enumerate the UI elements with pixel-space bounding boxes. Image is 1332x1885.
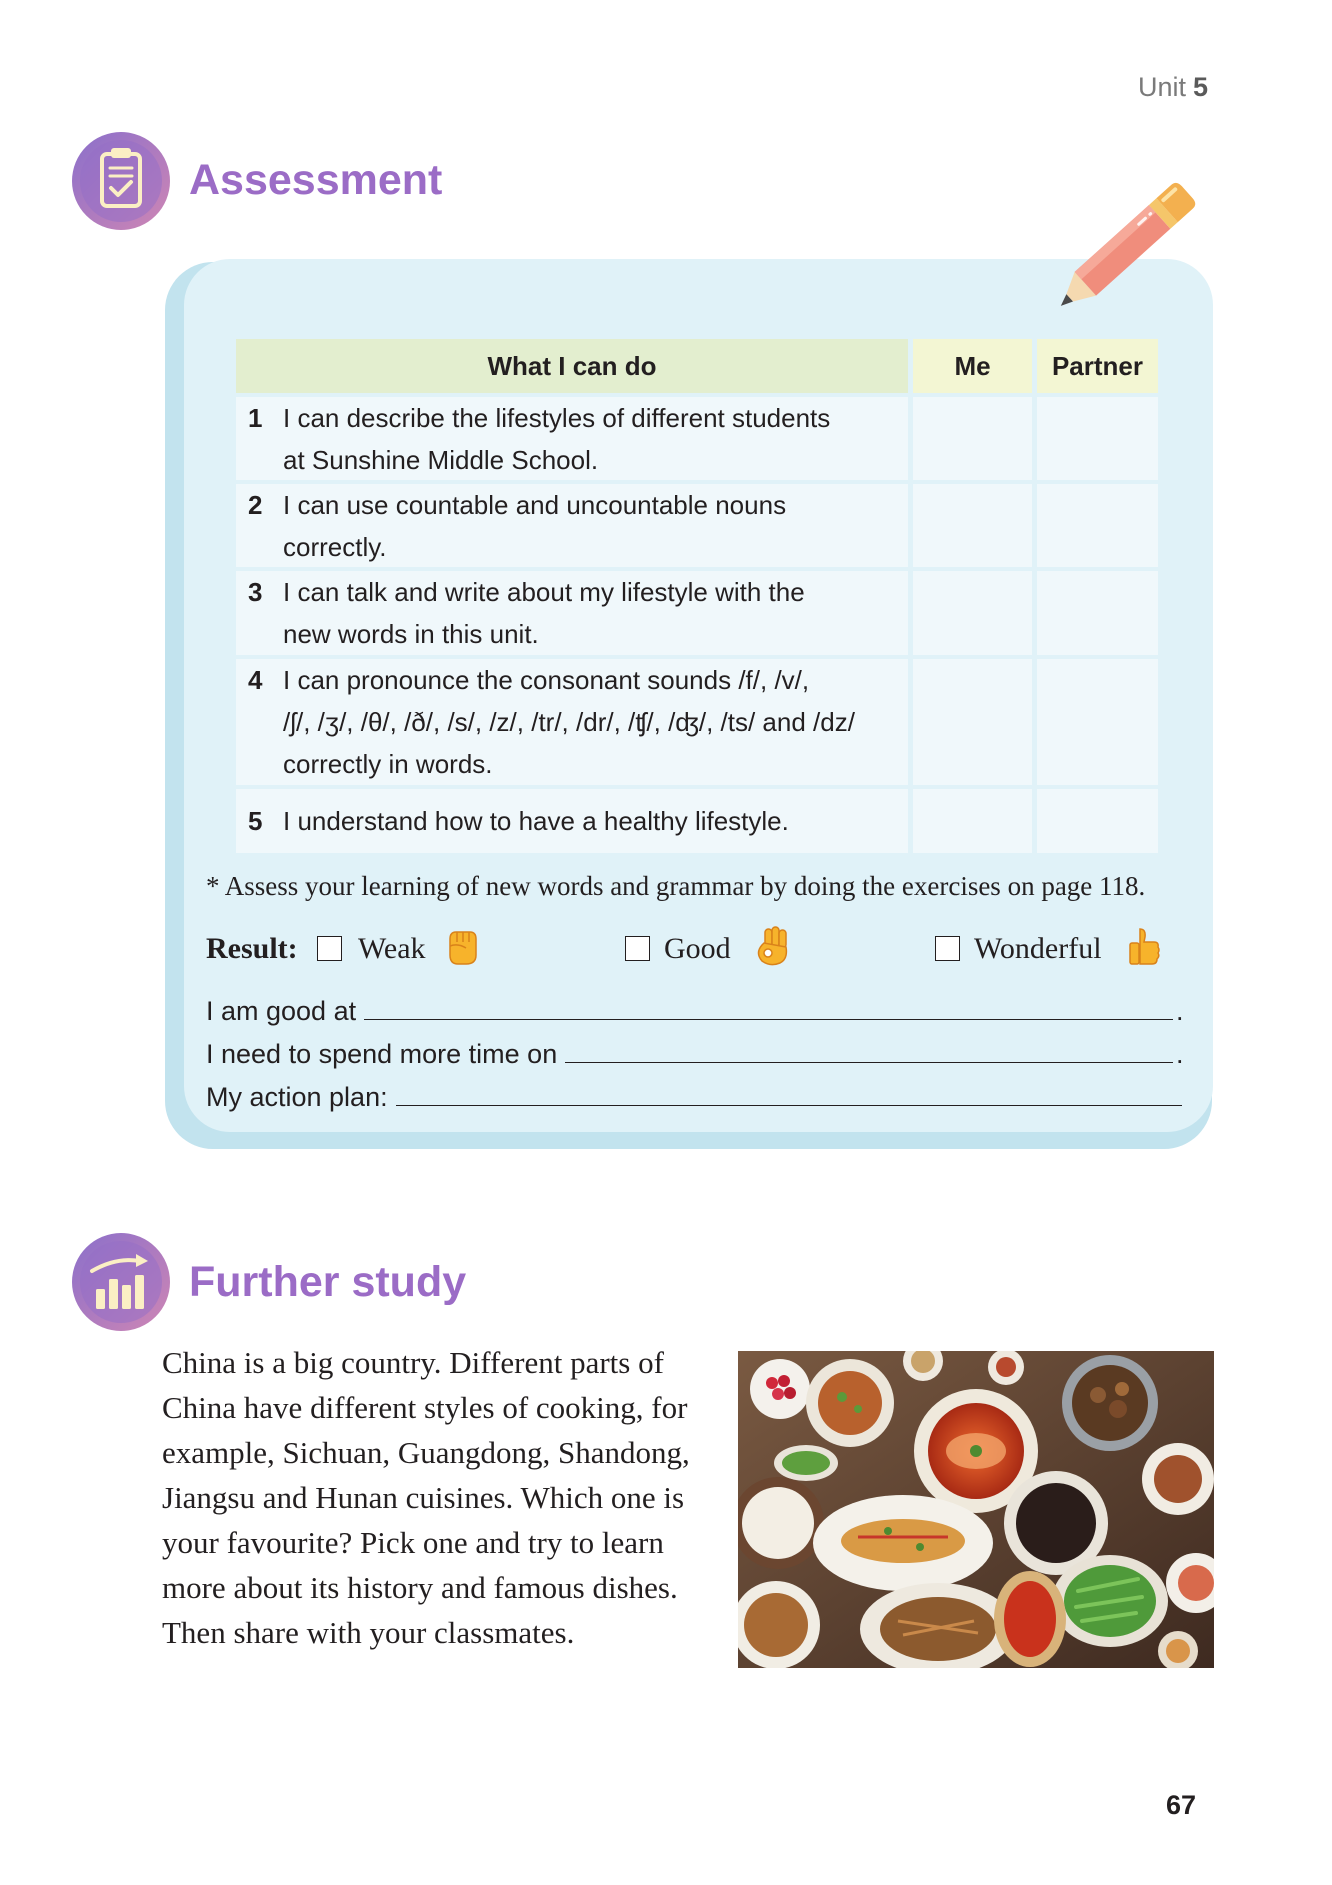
dish [1052,1555,1168,1647]
dish [813,1495,993,1591]
paragraph-line: China have different styles of cooking, for [162,1390,688,1425]
reflection-row-action-plan [206,1076,1182,1119]
row-line: I can talk and write about my lifestyle with the [283,577,805,607]
row-5-partner-cell[interactable] [1037,789,1158,853]
row-content [236,571,805,655]
good-at-blank[interactable] [364,1019,1173,1020]
thumbs-up-icon [1124,925,1164,967]
row-line: at Sunshine Middle School. [283,444,599,475]
more-time-label: I need to spend more time on [206,1039,558,1069]
cuisine-photo [738,1351,1214,1668]
row-number: 3 [248,577,263,607]
reflection-row-good-at [206,990,1182,1033]
row-line-phonetics: /ʃ/, /ʒ/, /θ/, /ð/, /s/, /z/, /tr/, /dr/, /ʧ/, /ʤ/, /ts/ and /dz/ [283,707,855,737]
header-what-i-can-do: What I can do [236,339,908,393]
assessment-note: * Assess your learning of new words and grammar by doing the exercises on page 118. [206,871,1146,901]
weak-label: Weak [358,932,426,965]
dish [1142,1443,1214,1515]
row-number: 2 [248,489,263,520]
row-line: I can describe the lifestyles of different students [283,402,831,433]
row-line: I can pronounce the consonant sounds /f/, /v/, [283,665,810,695]
row-number: 5 [248,806,263,836]
assessment-title: Assessment [189,156,443,204]
row-4-partner-cell[interactable] [1037,659,1158,785]
dish [1062,1355,1158,1451]
row-3-partner-cell[interactable] [1037,571,1158,655]
dish [774,1445,838,1481]
row-text [283,484,786,568]
header-me: Me [913,339,1032,393]
row-line: correctly in words. [283,749,493,779]
header-partner: Partner [1037,339,1158,393]
paragraph-line: China is a big country. Different parts of [162,1345,664,1380]
clipboard-check-icon [72,132,170,230]
wonderful-checkbox[interactable] [935,936,960,961]
row-number: 1 [248,402,263,433]
row-2-me-cell[interactable] [913,484,1032,567]
good-at-label: I am good at [206,996,357,1026]
table-row-5-task [236,789,908,853]
row-3-me-cell[interactable] [913,571,1032,655]
row-text [283,659,855,785]
row-line: I can use countable and uncountable nouns [283,489,787,520]
row-1-partner-cell[interactable] [1037,397,1158,480]
paragraph-line: Jiangsu and Hunan cuisines. Which one is [162,1480,685,1515]
good-label: Good [664,932,731,965]
unit-label [1138,68,1208,106]
ok-hand-icon [752,925,792,967]
unit-number: 5 [1192,72,1208,102]
row-line: I understand how to have a healthy lifestyle. [283,806,789,836]
further-study-paragraph [162,1340,690,1655]
row-line: new words in this unit. [283,619,539,649]
row-number: 4 [248,665,263,695]
row-2-partner-cell[interactable] [1037,484,1158,567]
period: . [1176,1039,1184,1069]
bar-chart-icon [72,1233,170,1331]
row-1-me-cell[interactable] [913,397,1032,480]
table-row-3-task [236,571,908,655]
table-row-4-task [236,659,908,785]
table-row-1-task [236,397,908,480]
page-number: 67 [1165,1790,1196,1820]
more-time-blank[interactable] [565,1062,1173,1063]
reflection-row-more-time [206,1033,1182,1076]
skills-table [236,339,1158,853]
pencil-icon [1048,178,1200,320]
dish [750,1359,810,1419]
reflection-lines [206,990,1182,1119]
table-row-2-task [236,484,908,567]
row-text [283,397,830,481]
result-row [206,929,1182,969]
row-content [236,484,786,568]
row-text [283,571,805,655]
row-text [283,800,789,842]
raised-fist-icon [442,925,482,967]
good-checkbox[interactable] [625,936,650,961]
paragraph-line: Then share with your classmates. [162,1615,575,1650]
row-5-me-cell[interactable] [913,789,1032,853]
action-plan-label: My action plan: [206,1082,388,1112]
paragraph-line: example, Sichuan, Guangdong, Shandong, [162,1435,690,1470]
row-content [236,659,855,785]
row-content [236,800,789,842]
dish [806,1359,894,1447]
row-4-me-cell[interactable] [913,659,1032,785]
wonderful-label: Wonderful [974,932,1102,965]
unit-label-text: Unit [1137,72,1186,102]
result-label: Result: [206,932,298,965]
paragraph-line: more about its history and famous dishes. [162,1570,678,1605]
further-study-title: Further study [189,1258,467,1306]
action-plan-blank[interactable] [396,1105,1182,1106]
paragraph-line: your favourite? Pick one and try to learn [162,1525,664,1560]
weak-checkbox[interactable] [317,936,342,961]
row-line: correctly. [283,531,387,562]
row-content [236,397,830,481]
period: . [1176,996,1184,1026]
dish [994,1571,1066,1667]
